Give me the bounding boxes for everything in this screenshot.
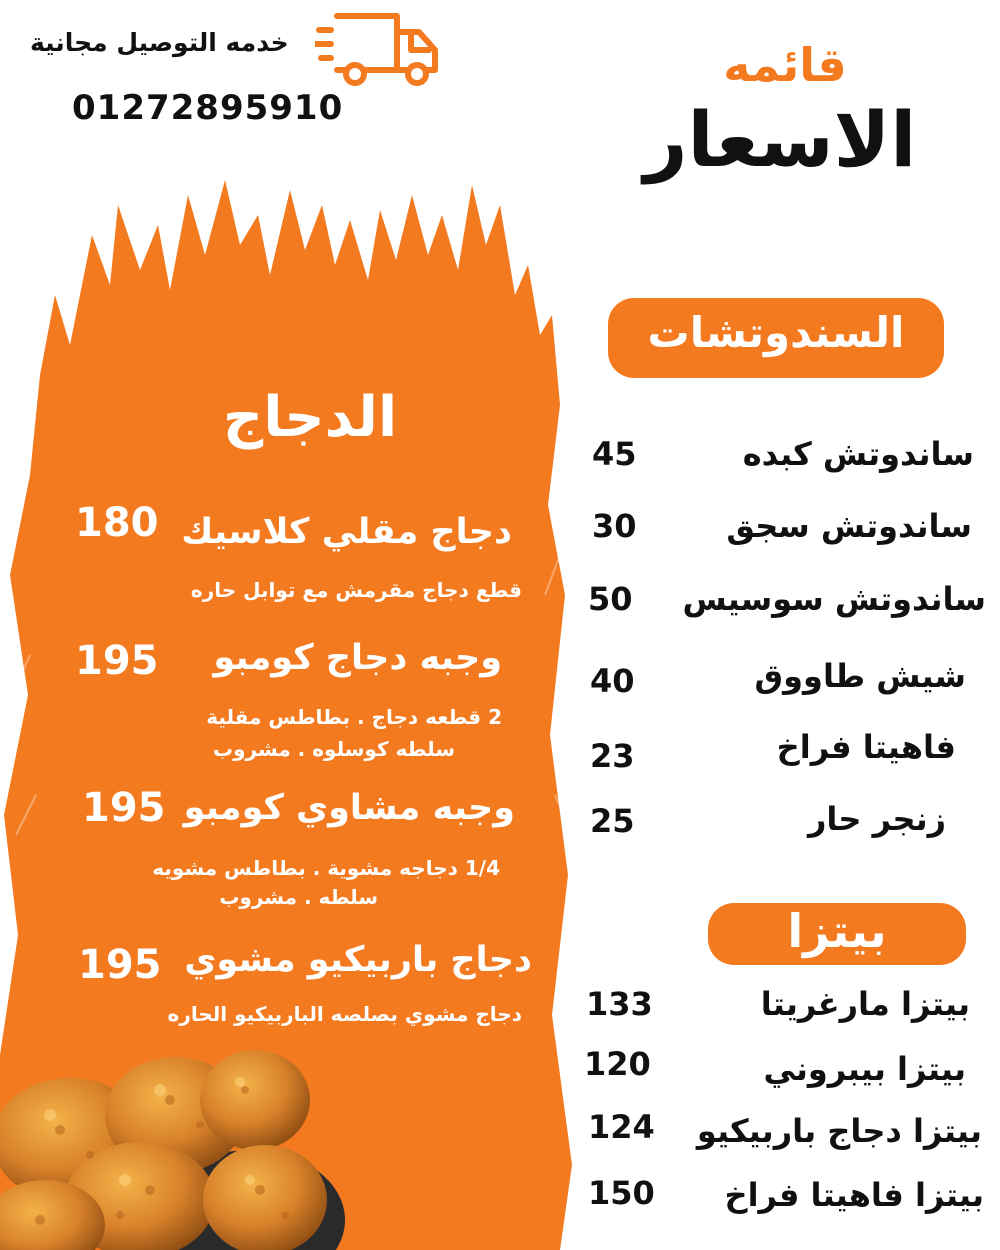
sandwich-item-price: 50: [588, 580, 633, 618]
pizza-section-title: بيتزا: [708, 903, 966, 965]
sandwiches-section-title: السندوتشات: [608, 298, 944, 378]
chicken-item-name: دجاج باربيكيو مشوي: [184, 940, 532, 980]
pizza-item-name: بيتزا فاهيتا فراخ: [724, 1176, 984, 1214]
chicken-item-name: وجبه مشاوي كومبو: [183, 788, 515, 828]
sandwich-item-price: 25: [590, 802, 635, 840]
pizza-item-name: بيتزا دجاج باربيكيو: [696, 1112, 982, 1150]
sandwich-item-name: فاهيتا فراخ: [776, 728, 956, 766]
chicken-section-title: الدجاج: [222, 385, 398, 450]
fried-chicken-photo: [0, 1020, 345, 1250]
chicken-item-name: وجبه دجاج كومبو: [213, 638, 502, 678]
pizza-item-price: 150: [588, 1174, 655, 1212]
sandwich-item-name: ساندوتش كبده: [742, 435, 974, 473]
chicken-item-desc: سلطه كوسلوه . مشروب: [213, 737, 455, 761]
free-delivery-text: خدمه التوصيل مجانية: [30, 28, 289, 57]
chicken-item-desc: دجاج مشوي بصلصه الباربيكيو الحاره: [167, 1002, 522, 1026]
page-title: الاسعار: [643, 95, 917, 184]
menu-subtitle: قائمه: [723, 38, 847, 92]
phone-number: 01272895910: [72, 88, 344, 128]
chicken-item-desc: 1/4 دجاجه مشوية . بطاطس مشويه: [152, 856, 500, 880]
sandwich-item-name: شيش طاووق: [754, 657, 966, 695]
chicken-item-desc: 2 قطعه دجاج . بطاطس مقلية: [206, 705, 502, 729]
sandwich-item-price: 30: [592, 507, 637, 545]
pizza-item-name: بيتزا مارغريتا: [760, 985, 970, 1023]
pizza-item-price: 124: [588, 1108, 655, 1146]
chicken-item-price: 195: [82, 785, 166, 831]
chicken-item-price: 195: [75, 638, 159, 684]
sandwich-item-name: زنجر حار: [807, 800, 946, 838]
pizza-item-price: 133: [586, 985, 653, 1023]
sandwich-item-price: 23: [590, 737, 635, 775]
sandwich-item-name: ساندوتش سجق: [726, 507, 972, 545]
chicken-item-price: 180: [75, 500, 159, 546]
sandwich-item-price: 40: [590, 662, 635, 700]
chicken-item-name: دجاج مقلي كلاسيك: [181, 512, 512, 552]
sandwich-item-price: 45: [592, 435, 637, 473]
delivery-truck-icon: [315, 8, 440, 88]
chicken-item-desc: سلطه . مشروب: [219, 885, 378, 909]
chicken-item-price: 195: [78, 942, 162, 988]
pizza-item-price: 120: [584, 1045, 651, 1083]
pizza-item-name: بيتزا بيبروني: [763, 1050, 966, 1088]
chicken-item-desc: قطع دجاج مقرمش مع توابل حاره: [190, 578, 522, 602]
sandwich-item-name: ساندوتش سوسيس: [682, 580, 986, 618]
